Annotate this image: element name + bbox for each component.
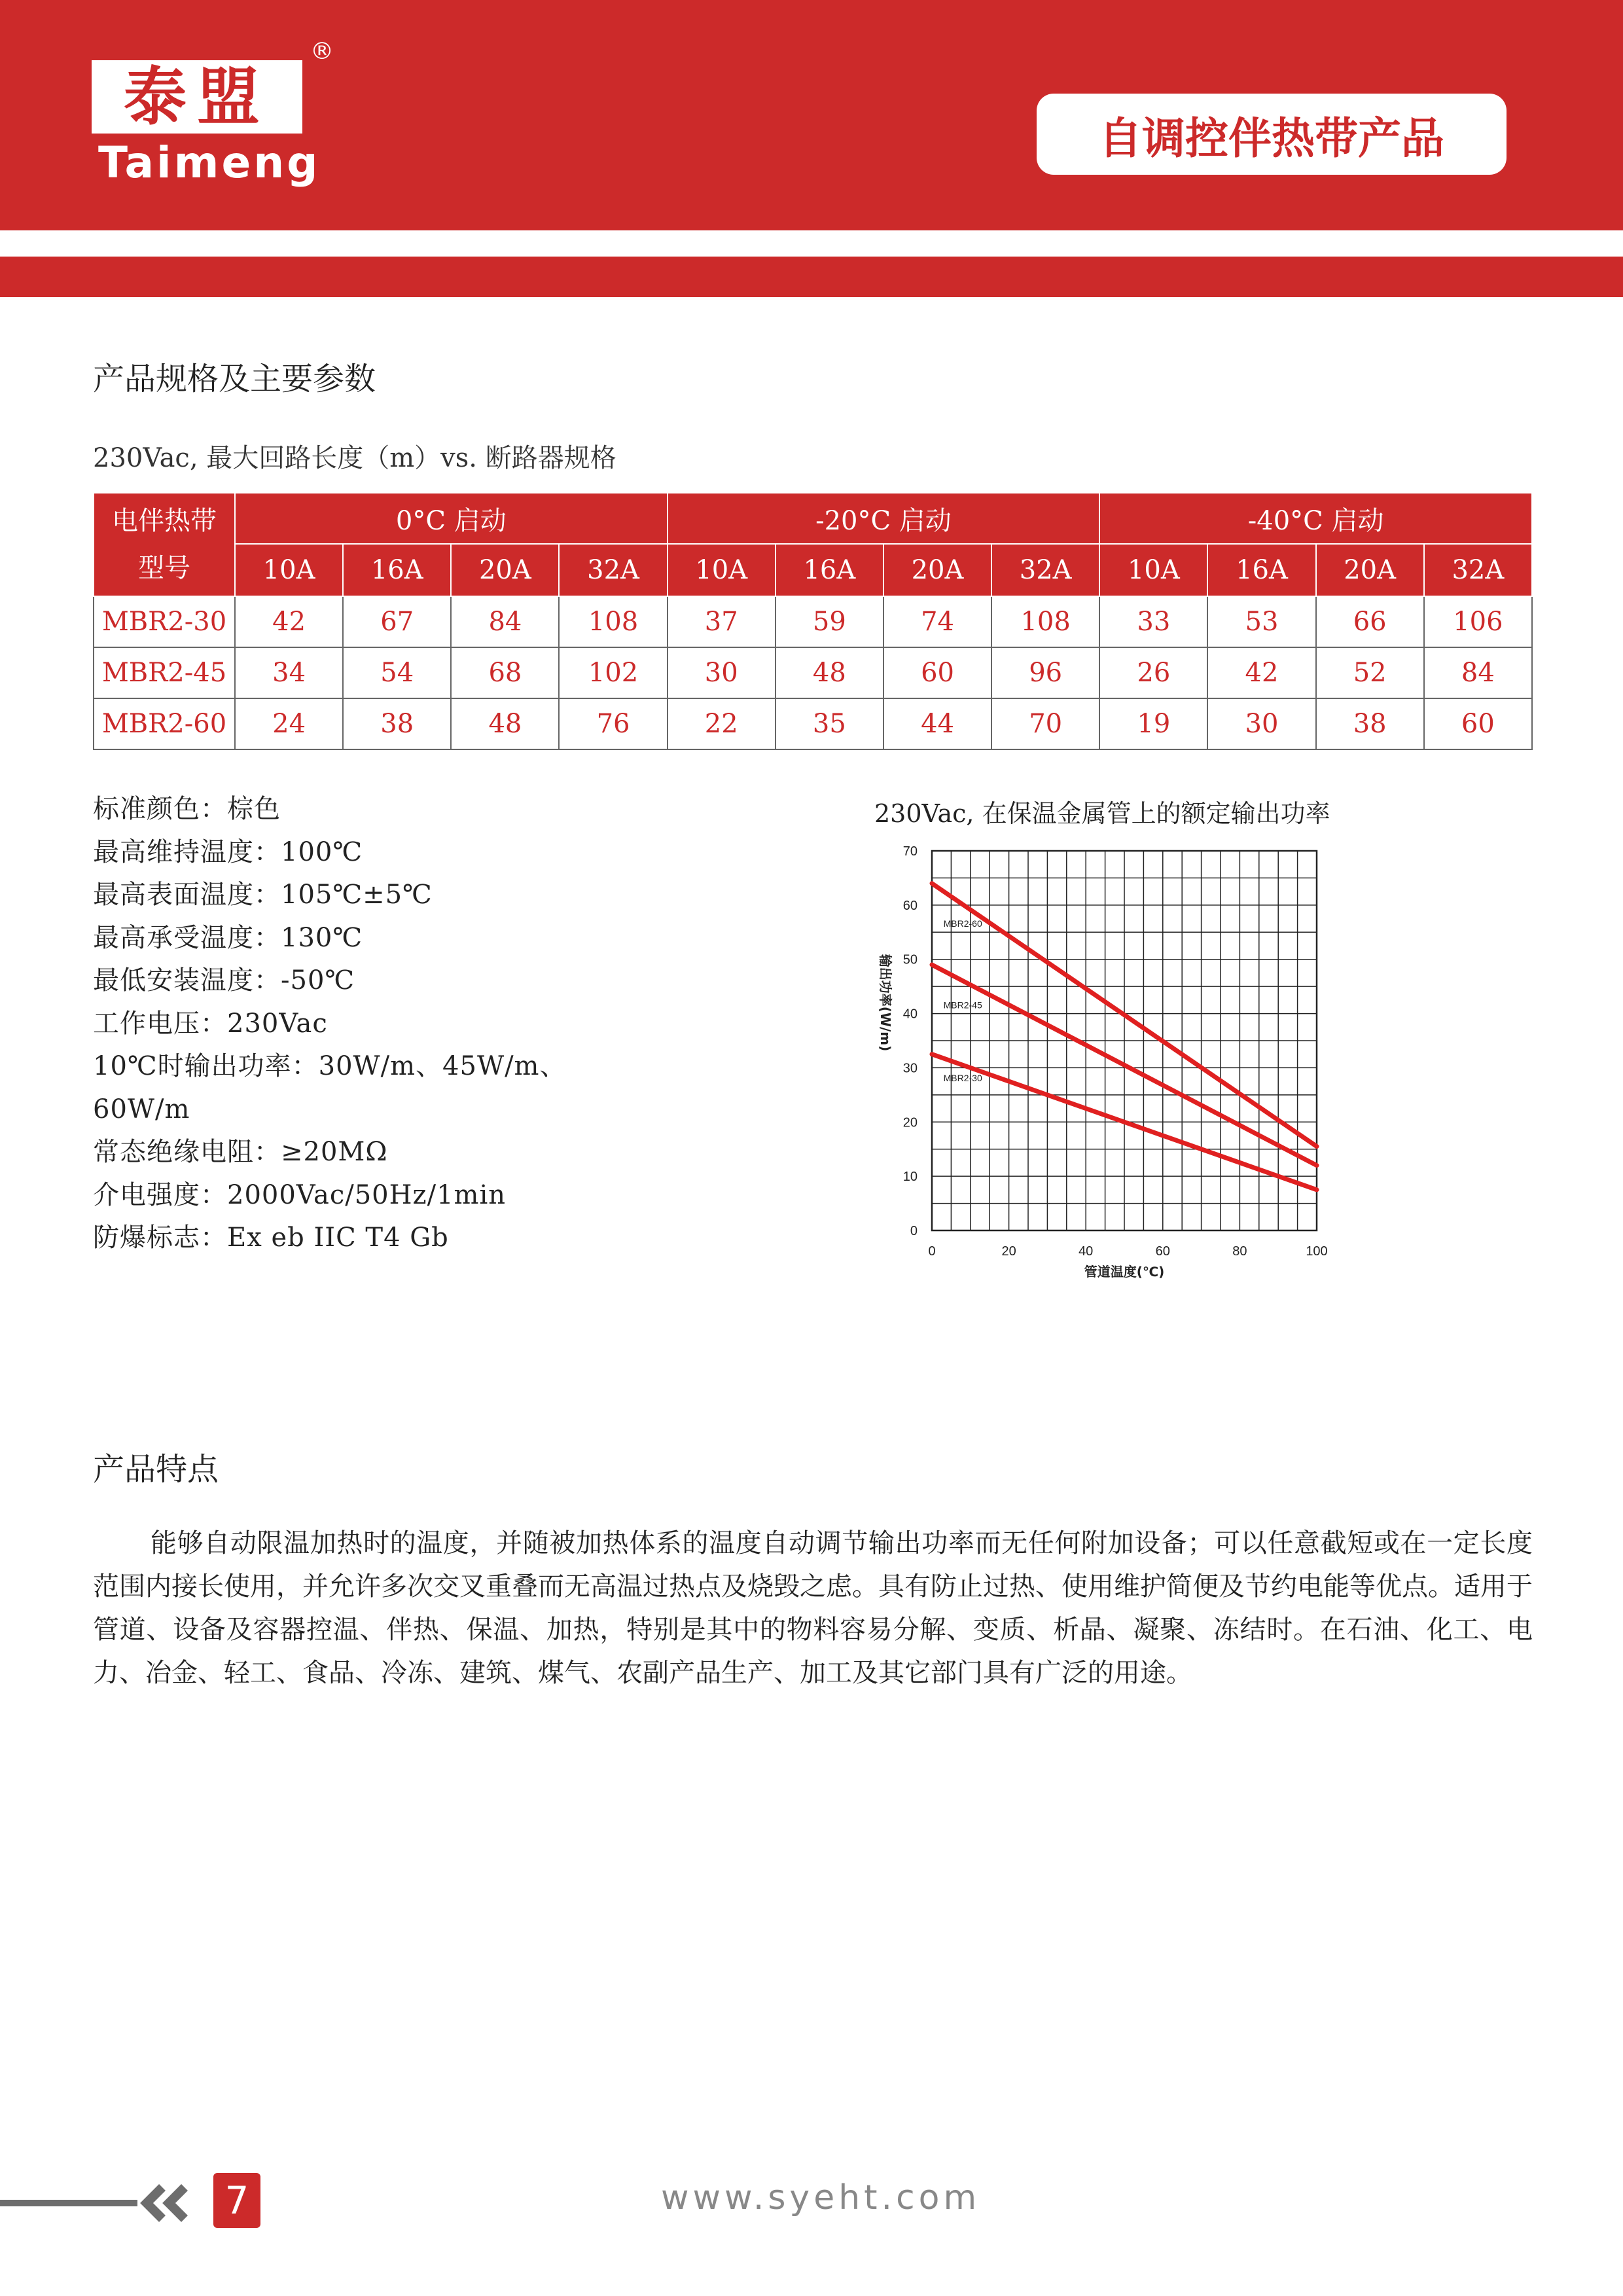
model-cell: MBR2-45: [94, 647, 235, 698]
series-label: MBR2-60: [943, 918, 982, 929]
x-axis-label: 管道温度(℃): [1084, 1264, 1165, 1280]
parameter-item: 工作电压：230Vac: [93, 1008, 328, 1039]
breaker-header: 20A: [451, 544, 559, 596]
breaker-header: 32A: [559, 544, 667, 596]
length-cell: 30: [668, 647, 776, 698]
y-tick-label: 20: [902, 1115, 918, 1130]
y-tick-label: 50: [902, 952, 918, 967]
y-axis-label: 输出功率(W/m): [878, 954, 893, 1052]
length-cell: 35: [776, 698, 883, 749]
output-power-chart: [851, 831, 1361, 1309]
length-cell: 19: [1099, 698, 1207, 749]
length-cell: 52: [1316, 647, 1424, 698]
length-cell: 24: [235, 698, 343, 749]
breaker-header: 10A: [668, 544, 776, 596]
group-header: -20°C 启动: [668, 493, 1100, 544]
length-cell: 42: [1207, 647, 1315, 698]
length-cell: 33: [1099, 596, 1207, 647]
length-cell: 48: [451, 698, 559, 749]
group-header: -40°C 启动: [1099, 493, 1532, 544]
length-cell: 84: [451, 596, 559, 647]
y-tick-label: 10: [902, 1170, 918, 1185]
page-number: 7: [213, 2173, 260, 2228]
length-cell: 54: [343, 647, 451, 698]
length-cell: 84: [1424, 647, 1532, 698]
x-tick-label: 80: [1232, 1244, 1247, 1259]
specs-title: 产品规格及主要参数: [93, 361, 376, 397]
registered-mark: ®: [310, 38, 334, 65]
breaker-header: 16A: [343, 544, 451, 596]
length-cell: 102: [559, 647, 667, 698]
y-tick-label: 30: [902, 1061, 918, 1076]
length-cell: 37: [668, 596, 776, 647]
parameter-list: [93, 788, 656, 1260]
breaker-header: 20A: [1316, 544, 1424, 596]
x-tick-label: 60: [1155, 1244, 1170, 1259]
length-cell: 67: [343, 596, 451, 647]
parameter-item: 最高承受温度：130℃: [93, 922, 363, 953]
breaker-header: 32A: [991, 544, 1099, 596]
length-cell: 38: [343, 698, 451, 749]
length-cell: 34: [235, 647, 343, 698]
length-cell: 66: [1316, 596, 1424, 647]
parameter-item: 60W/m: [93, 1094, 190, 1124]
features-title: 产品特点: [93, 1451, 219, 1488]
header-stripe: [0, 257, 1623, 297]
parameter-item: 10℃时输出功率：30W/m、45W/m、: [93, 1051, 567, 1081]
length-cell: 74: [883, 596, 991, 647]
parameter-item: 标准颜色：棕色: [93, 794, 281, 824]
length-cell: 70: [991, 698, 1099, 749]
breaker-header: 16A: [776, 544, 883, 596]
x-tick-label: 0: [928, 1244, 936, 1259]
breaker-header: 20A: [883, 544, 991, 596]
length-cell: 42: [235, 596, 343, 647]
logo-english-name: Taimeng: [98, 137, 321, 188]
length-cell: 22: [668, 698, 776, 749]
length-cell: 48: [776, 647, 883, 698]
parameter-item: 防爆标志：Ex eb IIC T4 Gb: [93, 1223, 449, 1253]
chart-title: 230Vac, 在保温金属管上的额定输出功率: [874, 799, 1330, 828]
features-body: 能够自动限温加热时的温度，并随被加热体系的温度自动调节输出功率而无任何附加设备；可以任意截短或在一定长度范围内接长使用，并允许多次交叉重叠而无高温过热点及烧毁之虑。具有防止过热、使用维护简便及节约电能等优点。适用于管道、设备及容器控温、伴热、保温、加热，特别是其中的物料容易分解、变质、析晶、凝聚、冻结时。在石油、化工、电力、冶金、轻工、食品、冷冻、建筑、煤气、农副产品生产、加工及其它部门具有广泛的用途。: [93, 1528, 1533, 1688]
footer-url: www.syeht.com: [661, 2178, 981, 2217]
y-tick-label: 40: [902, 1007, 918, 1022]
y-tick-label: 70: [902, 844, 918, 859]
x-tick-label: 20: [1001, 1244, 1016, 1259]
x-tick-label: 40: [1079, 1244, 1094, 1259]
breaker-header: 16A: [1207, 544, 1315, 596]
logo: [92, 60, 302, 134]
parameter-item: 最低安装温度：-50℃: [93, 965, 355, 996]
series-label: MBR2-30: [943, 1073, 982, 1084]
x-tick-label: 100: [1306, 1244, 1328, 1259]
parameter-item: 常态绝缘电阻：≥20MΩ: [93, 1137, 388, 1167]
y-tick-label: 60: [902, 898, 918, 913]
length-cell: 106: [1424, 596, 1532, 647]
table-row: [94, 698, 1532, 749]
length-cell: 26: [1099, 647, 1207, 698]
y-tick-label: 0: [910, 1224, 918, 1238]
footer-arrow-icon: [0, 2174, 196, 2233]
length-cell: 38: [1316, 698, 1424, 749]
table-row: [94, 596, 1532, 647]
breaker-header: 32A: [1424, 544, 1532, 596]
length-cell: 96: [991, 647, 1099, 698]
model-cell: MBR2-30: [94, 596, 235, 647]
group-header: 0°C 启动: [235, 493, 668, 544]
length-cell: 30: [1207, 698, 1315, 749]
length-cell: 108: [559, 596, 667, 647]
parameter-item: 最高维持温度：100℃: [93, 836, 363, 867]
length-cell: 76: [559, 698, 667, 749]
breaker-header: 10A: [235, 544, 343, 596]
breaker-header: 10A: [1099, 544, 1207, 596]
length-cell: 60: [1424, 698, 1532, 749]
length-cell: 68: [451, 647, 559, 698]
table-row: [94, 647, 1532, 698]
length-cell: 108: [991, 596, 1099, 647]
table-caption: 230Vac, 最大回路长度（m）vs. 断路器规格: [93, 443, 616, 473]
length-cell: 59: [776, 596, 883, 647]
series-label: MBR2-45: [943, 999, 982, 1011]
product-line-label: 自调控伴热带产品: [1037, 94, 1507, 175]
parameter-item: 介电强度：2000Vac/50Hz/1min: [93, 1179, 507, 1210]
length-cell: 60: [883, 647, 991, 698]
logo-chinese-name: 泰盟: [124, 60, 270, 134]
model-cell: MBR2-60: [94, 698, 235, 749]
model-header: 电伴热带型号: [94, 493, 235, 596]
spec-table: [93, 492, 1533, 750]
length-cell: 53: [1207, 596, 1315, 647]
length-cell: 44: [883, 698, 991, 749]
parameter-item: 最高表面温度：105℃±5℃: [93, 880, 433, 910]
